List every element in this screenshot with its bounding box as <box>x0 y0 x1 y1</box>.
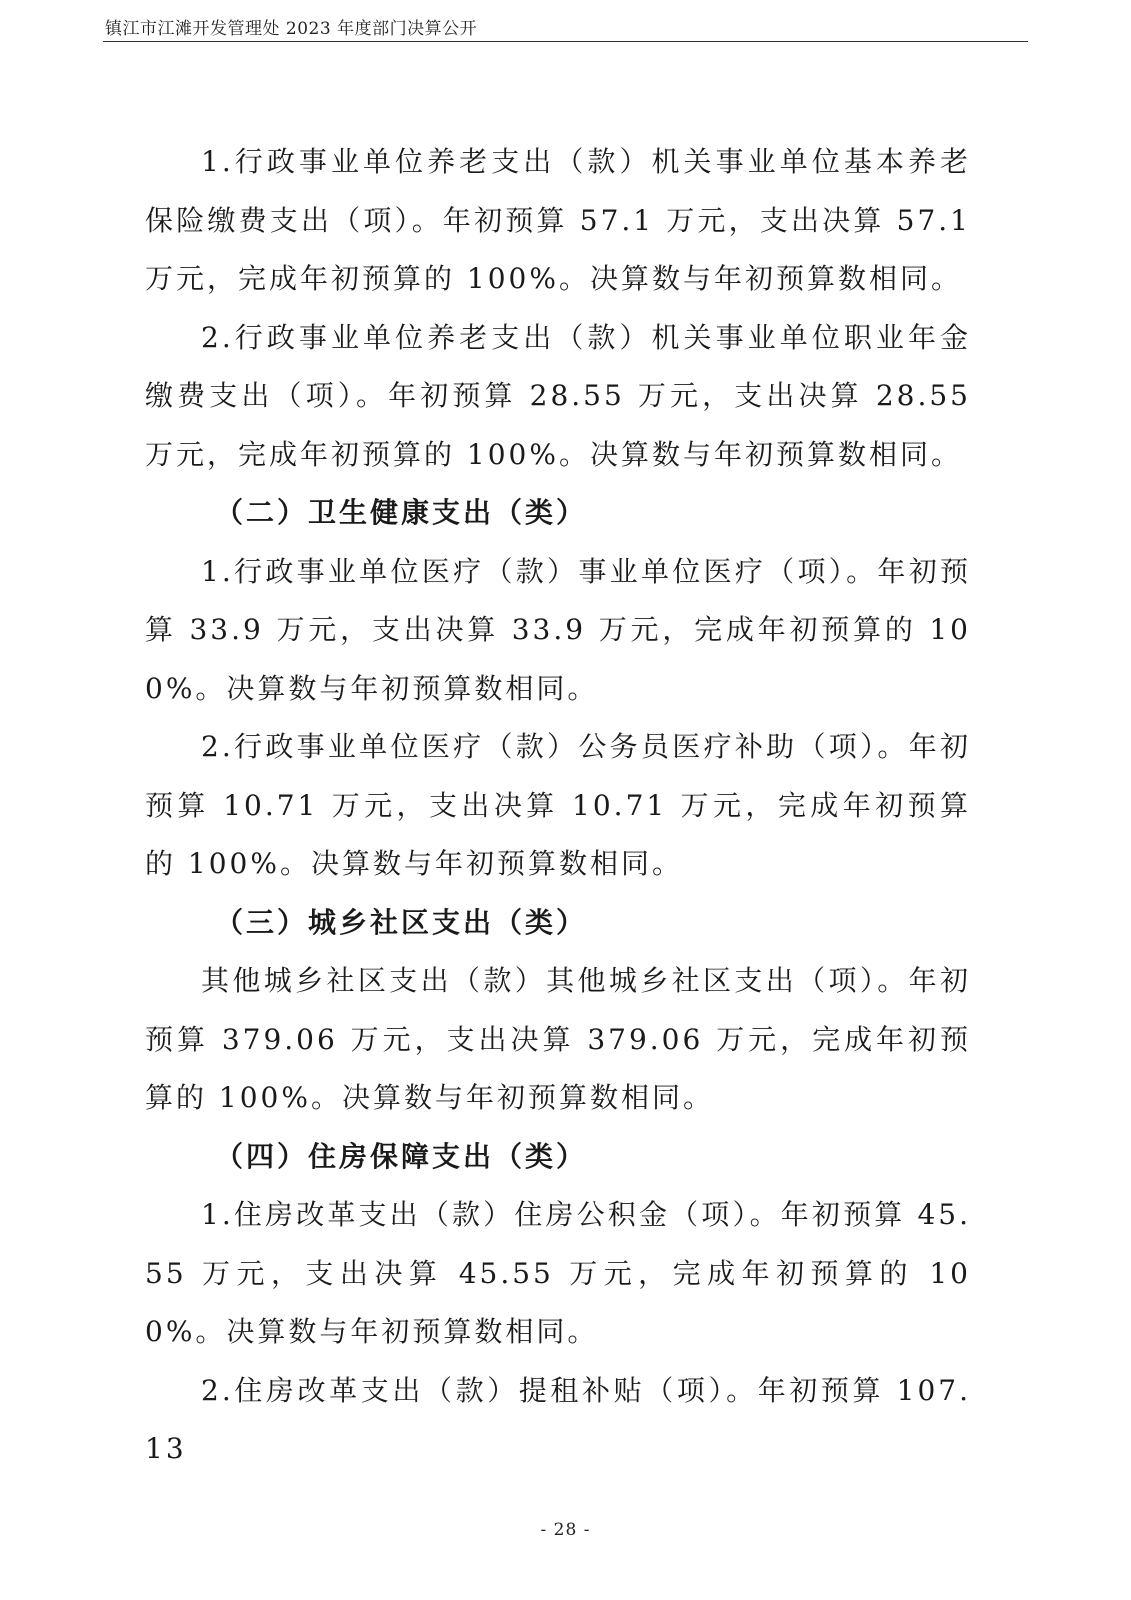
paragraph-community-other: 其他城乡社区支出（款）其他城乡社区支出（项）。年初预算 379.06 万元，支出决算 379.06 万元，完成年初预算的 100%。决算数与年初预算数相同。 <box>145 964 971 1114</box>
page-number: - 28 - <box>540 1520 591 1540</box>
paragraph-housing-fund: 1.住房改革支出（款）住房公积金（项）。年初预算 45.55 万元，支出决算 45.55 万元，完成年初预算的 100%。决算数与年初预算数相同。 <box>145 1198 971 1348</box>
running-header: 镇江市江滩开发管理处 2023 年度部门决算公开 <box>105 19 478 39</box>
paragraph-pension-basic: 1.行政事业单位养老支出（款）机关事业单位基本养老保险缴费支出（项）。年初预算 57.1 万元，支出决算 57.1 万元，完成年初预算的 100%。决算数与年初预算数相同。 <box>145 145 971 295</box>
section-heading-community: （三）城乡社区支出（类） <box>215 905 588 939</box>
paragraph-medical-civil-servant: 2.行政事业单位医疗（款）公务员医疗补助（项）。年初预算 10.71 万元，支出决算 10.71 万元，完成年初预算的 100%。决算数与年初预算数相同。 <box>145 730 971 880</box>
paragraph-pension-occupational: 2.行政事业单位养老支出（款）机关事业单位职业年金缴费支出（项）。年初预算 28.55 万元，支出决算 28.55 万元，完成年初预算的 100%。决算数与年初预算数相同。 <box>145 320 971 471</box>
section-heading-health: （二）卫生健康支出（类） <box>215 496 588 529</box>
paragraph-rent-subsidy: 2.住房改革支出（款）提租补贴（项）。年初预算 107.13 <box>145 1373 971 1465</box>
paragraph-medical-institution: 1.行政事业单位医疗（款）事业单位医疗（项）。年初预算 33.9 万元，支出决算 33.9 万元，完成年初预算的 100%。决算数与年初预算数相同。 <box>145 554 971 705</box>
header-rule <box>103 41 1028 42</box>
document-body <box>145 133 971 1479</box>
section-heading-housing: （四）住房保障支出（类） <box>215 1139 588 1173</box>
